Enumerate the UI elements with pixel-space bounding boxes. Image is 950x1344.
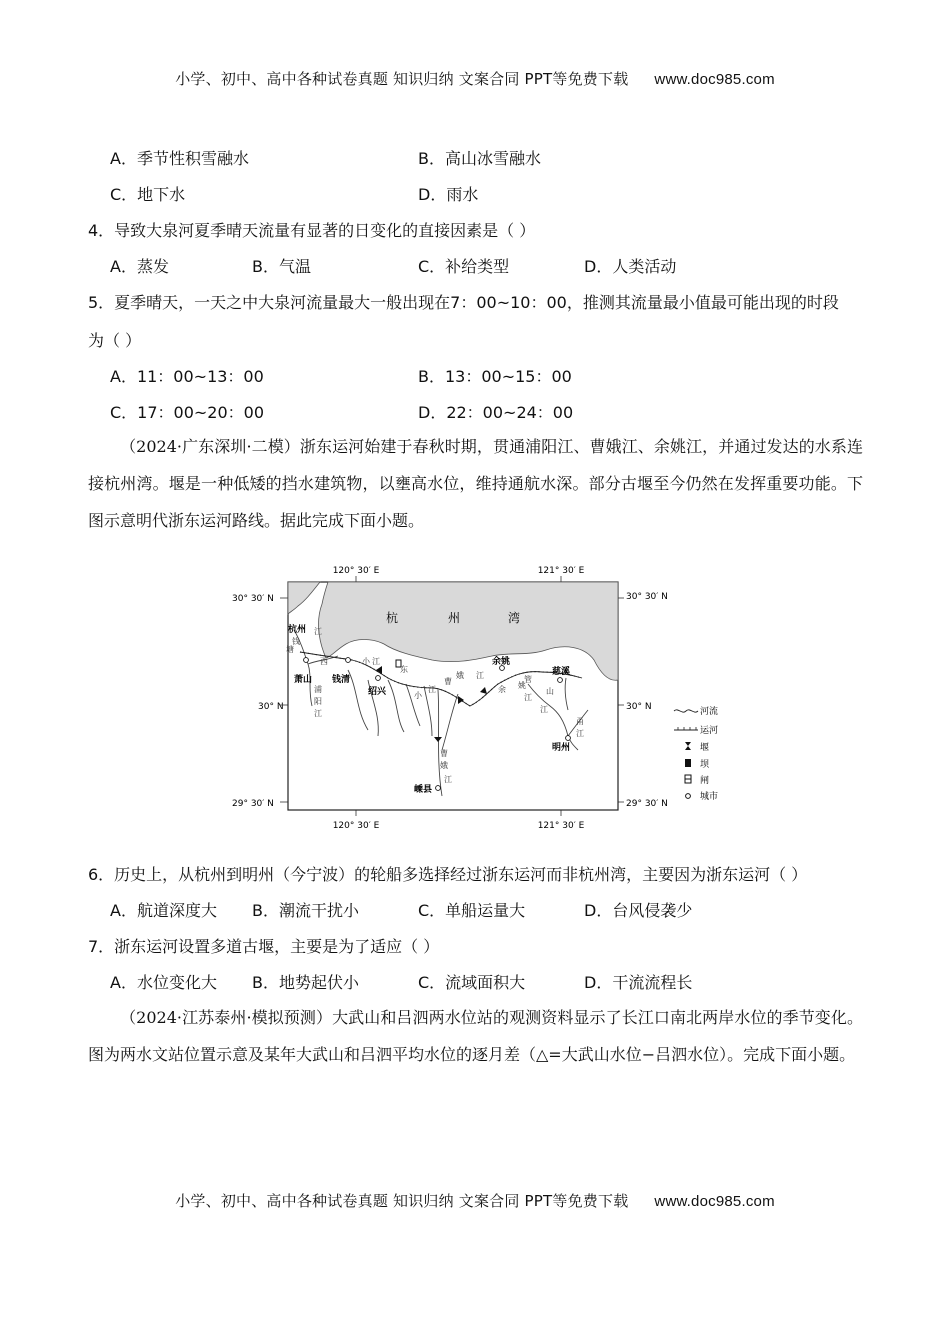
river-char: 江 xyxy=(444,775,452,784)
city-qianqing: 钱清 xyxy=(332,675,351,685)
q7-option-d[interactable]: D．干流流程长 xyxy=(584,973,693,992)
q5-option-a[interactable]: A．11：00~13：00 xyxy=(110,367,264,386)
q4-stem: 4．导致大泉河夏季晴天流量有显著的日变化的直接因素是（ ） xyxy=(88,221,536,240)
river-char: 阳 xyxy=(314,697,322,706)
legend-city: 城市 xyxy=(700,792,719,802)
river-char: 江 xyxy=(314,709,322,718)
river-char: 娥 xyxy=(440,761,448,770)
q6-option-d[interactable]: D．台风侵袭少 xyxy=(584,901,693,920)
q5-option-d[interactable]: D．22：00~24：00 xyxy=(418,403,574,422)
q7-option-b[interactable]: B．地势起伏小 xyxy=(252,973,359,992)
city-mingzhou: 明州 xyxy=(552,743,571,753)
river-char: 曹 xyxy=(440,749,448,758)
bay-char-1: 杭 xyxy=(386,611,399,625)
river-char: 浦 xyxy=(314,685,322,694)
river-char: 曹 xyxy=(444,677,452,686)
river-char: 姚 xyxy=(518,681,526,690)
q5-option-c[interactable]: C．17：00~20：00 xyxy=(110,403,265,422)
city-shaoxing: 绍兴 xyxy=(368,687,387,697)
river-char: 江 xyxy=(540,705,548,714)
legend-canal: 运河 xyxy=(700,726,719,736)
river-char: 江 xyxy=(476,671,484,680)
bay-char-3: 湾 xyxy=(508,611,521,625)
footer-text: 小学、初中、高中各种试卷真题 知识归纳 文案合同 PPT等免费下载 xyxy=(175,1192,629,1210)
river-char: 江 xyxy=(428,685,436,694)
passage-yangtze-text: （2024·江苏泰州·模拟预测）大武山和吕泗两水位站的观测资料显示了长江口南北两岸水位的季节变化。图为两水文站位置示意及某年大武山和吕泗平均水位的逐月差（△=大武山水位−吕泗水位）。完成下面小题。 xyxy=(88,1008,863,1064)
q4-option-b[interactable]: B．气温 xyxy=(252,257,311,276)
q3-option-d[interactable]: D．雨水 xyxy=(418,185,479,204)
river-char: 江 xyxy=(524,693,532,702)
map-legend xyxy=(674,705,718,802)
q6-option-a[interactable]: A．航道深度大 xyxy=(110,901,217,920)
lon-top-right: 121° 30′ E xyxy=(537,566,585,576)
lat-top-right: 30° 30′ N xyxy=(626,592,668,602)
river-char: 管 xyxy=(524,675,532,684)
city-yuyao: 余姚 xyxy=(492,657,511,667)
page-header xyxy=(0,68,950,89)
river-char: 东 xyxy=(400,665,408,674)
q7-stem: 7．浙东运河设置多道古堰，主要是为了适应（ ） xyxy=(88,937,440,956)
city-xiaoshan: 萧山 xyxy=(294,675,313,685)
river-char: 江 xyxy=(576,729,584,738)
river-char: 甬 xyxy=(576,717,584,726)
q3-option-c[interactable]: C．地下水 xyxy=(110,185,186,204)
legend-river: 河流 xyxy=(700,707,719,717)
q4-option-c[interactable]: C．补给类型 xyxy=(418,257,510,276)
lat-mid-right: 30° N xyxy=(626,702,652,712)
q4-option-d[interactable]: D．人类活动 xyxy=(584,257,677,276)
lat-bottom-left: 29° 30′ N xyxy=(232,799,274,809)
river-char: 西 xyxy=(320,657,328,666)
lon-bottom-left: 120° 30′ E xyxy=(332,821,380,831)
q3-option-a[interactable]: A．季节性积雪融水 xyxy=(110,149,249,168)
river-char: 塘 xyxy=(286,645,294,654)
legend-dam: 坝 xyxy=(700,760,710,770)
lat-top-left: 30° 30′ N xyxy=(232,594,274,604)
lat-bottom-right: 29° 30′ N xyxy=(626,799,668,809)
river-char: 钱 xyxy=(292,637,300,646)
header-text: 小学、初中、高中各种试卷真题 知识归纳 文案合同 PPT等免费下载 xyxy=(175,70,629,88)
lon-bottom-right: 121° 30′ E xyxy=(537,821,585,831)
legend-weir: 堰 xyxy=(700,743,710,753)
q5-stem-line2: 为（ ） xyxy=(88,331,142,350)
q5-stem-line1: 5．夏季晴天，一天之中大泉河流量最大一般出现在7：00~10：00，推测其流量最小值最可能出现的时段 xyxy=(88,293,839,312)
river-char: 小 xyxy=(362,657,370,666)
header-site[interactable]: www.doc985.com xyxy=(654,71,775,88)
city-cixi: 慈溪 xyxy=(552,667,571,677)
river-char: 小 xyxy=(414,691,422,700)
city-shengxian: 嵊县 xyxy=(414,785,433,795)
q6-option-b[interactable]: B．潮流干扰小 xyxy=(252,901,359,920)
footer-site[interactable]: www.doc985.com xyxy=(654,1193,775,1210)
page-footer xyxy=(0,1190,950,1211)
river-char: 江 xyxy=(372,657,380,666)
q7-option-c[interactable]: C．流域面积大 xyxy=(418,973,526,992)
bay-char-2: 州 xyxy=(448,611,461,625)
river-char: 娥 xyxy=(456,671,464,680)
zhedong-canal-map xyxy=(228,560,748,832)
legend-sluice: 闸 xyxy=(700,776,710,786)
river-char: 山 xyxy=(546,687,554,696)
river-char: 余 xyxy=(498,685,506,694)
passage-zhedong-canal xyxy=(88,428,863,539)
river-char: 江 xyxy=(314,627,322,636)
lon-top-left: 120° 30′ E xyxy=(332,566,380,576)
q7-option-a[interactable]: A．水位变化大 xyxy=(110,973,217,992)
passage-zhedong-text: （2024·广东深圳·二模）浙东运河始建于春秋时期，贯通浦阳江、曹娥江、余姚江，并通过发达的水系连接杭州湾。堰是一种低矮的挡水建筑物，以壅高水位，维持通航水深。部分古堰至今仍然在发挥重要功能。下图示意明代浙东运河路线。据此完成下面小题。 xyxy=(88,437,863,530)
q5-option-b[interactable]: B．13：00~15：00 xyxy=(418,367,572,386)
lat-mid-left: 30° N xyxy=(258,702,284,712)
q6-stem: 6．历史上，从杭州到明州（今宁波）的轮船多选择经过浙东运河而非杭州湾，主要因为浙东运河（ ） xyxy=(88,865,808,884)
city-hangzhou: 杭州 xyxy=(288,625,307,635)
q6-option-c[interactable]: C．单船运量大 xyxy=(418,901,526,920)
q3-option-b[interactable]: B．高山冰雪融水 xyxy=(418,149,541,168)
q4-option-a[interactable]: A．蒸发 xyxy=(110,257,169,276)
passage-yangtze-water-level xyxy=(88,999,863,1073)
